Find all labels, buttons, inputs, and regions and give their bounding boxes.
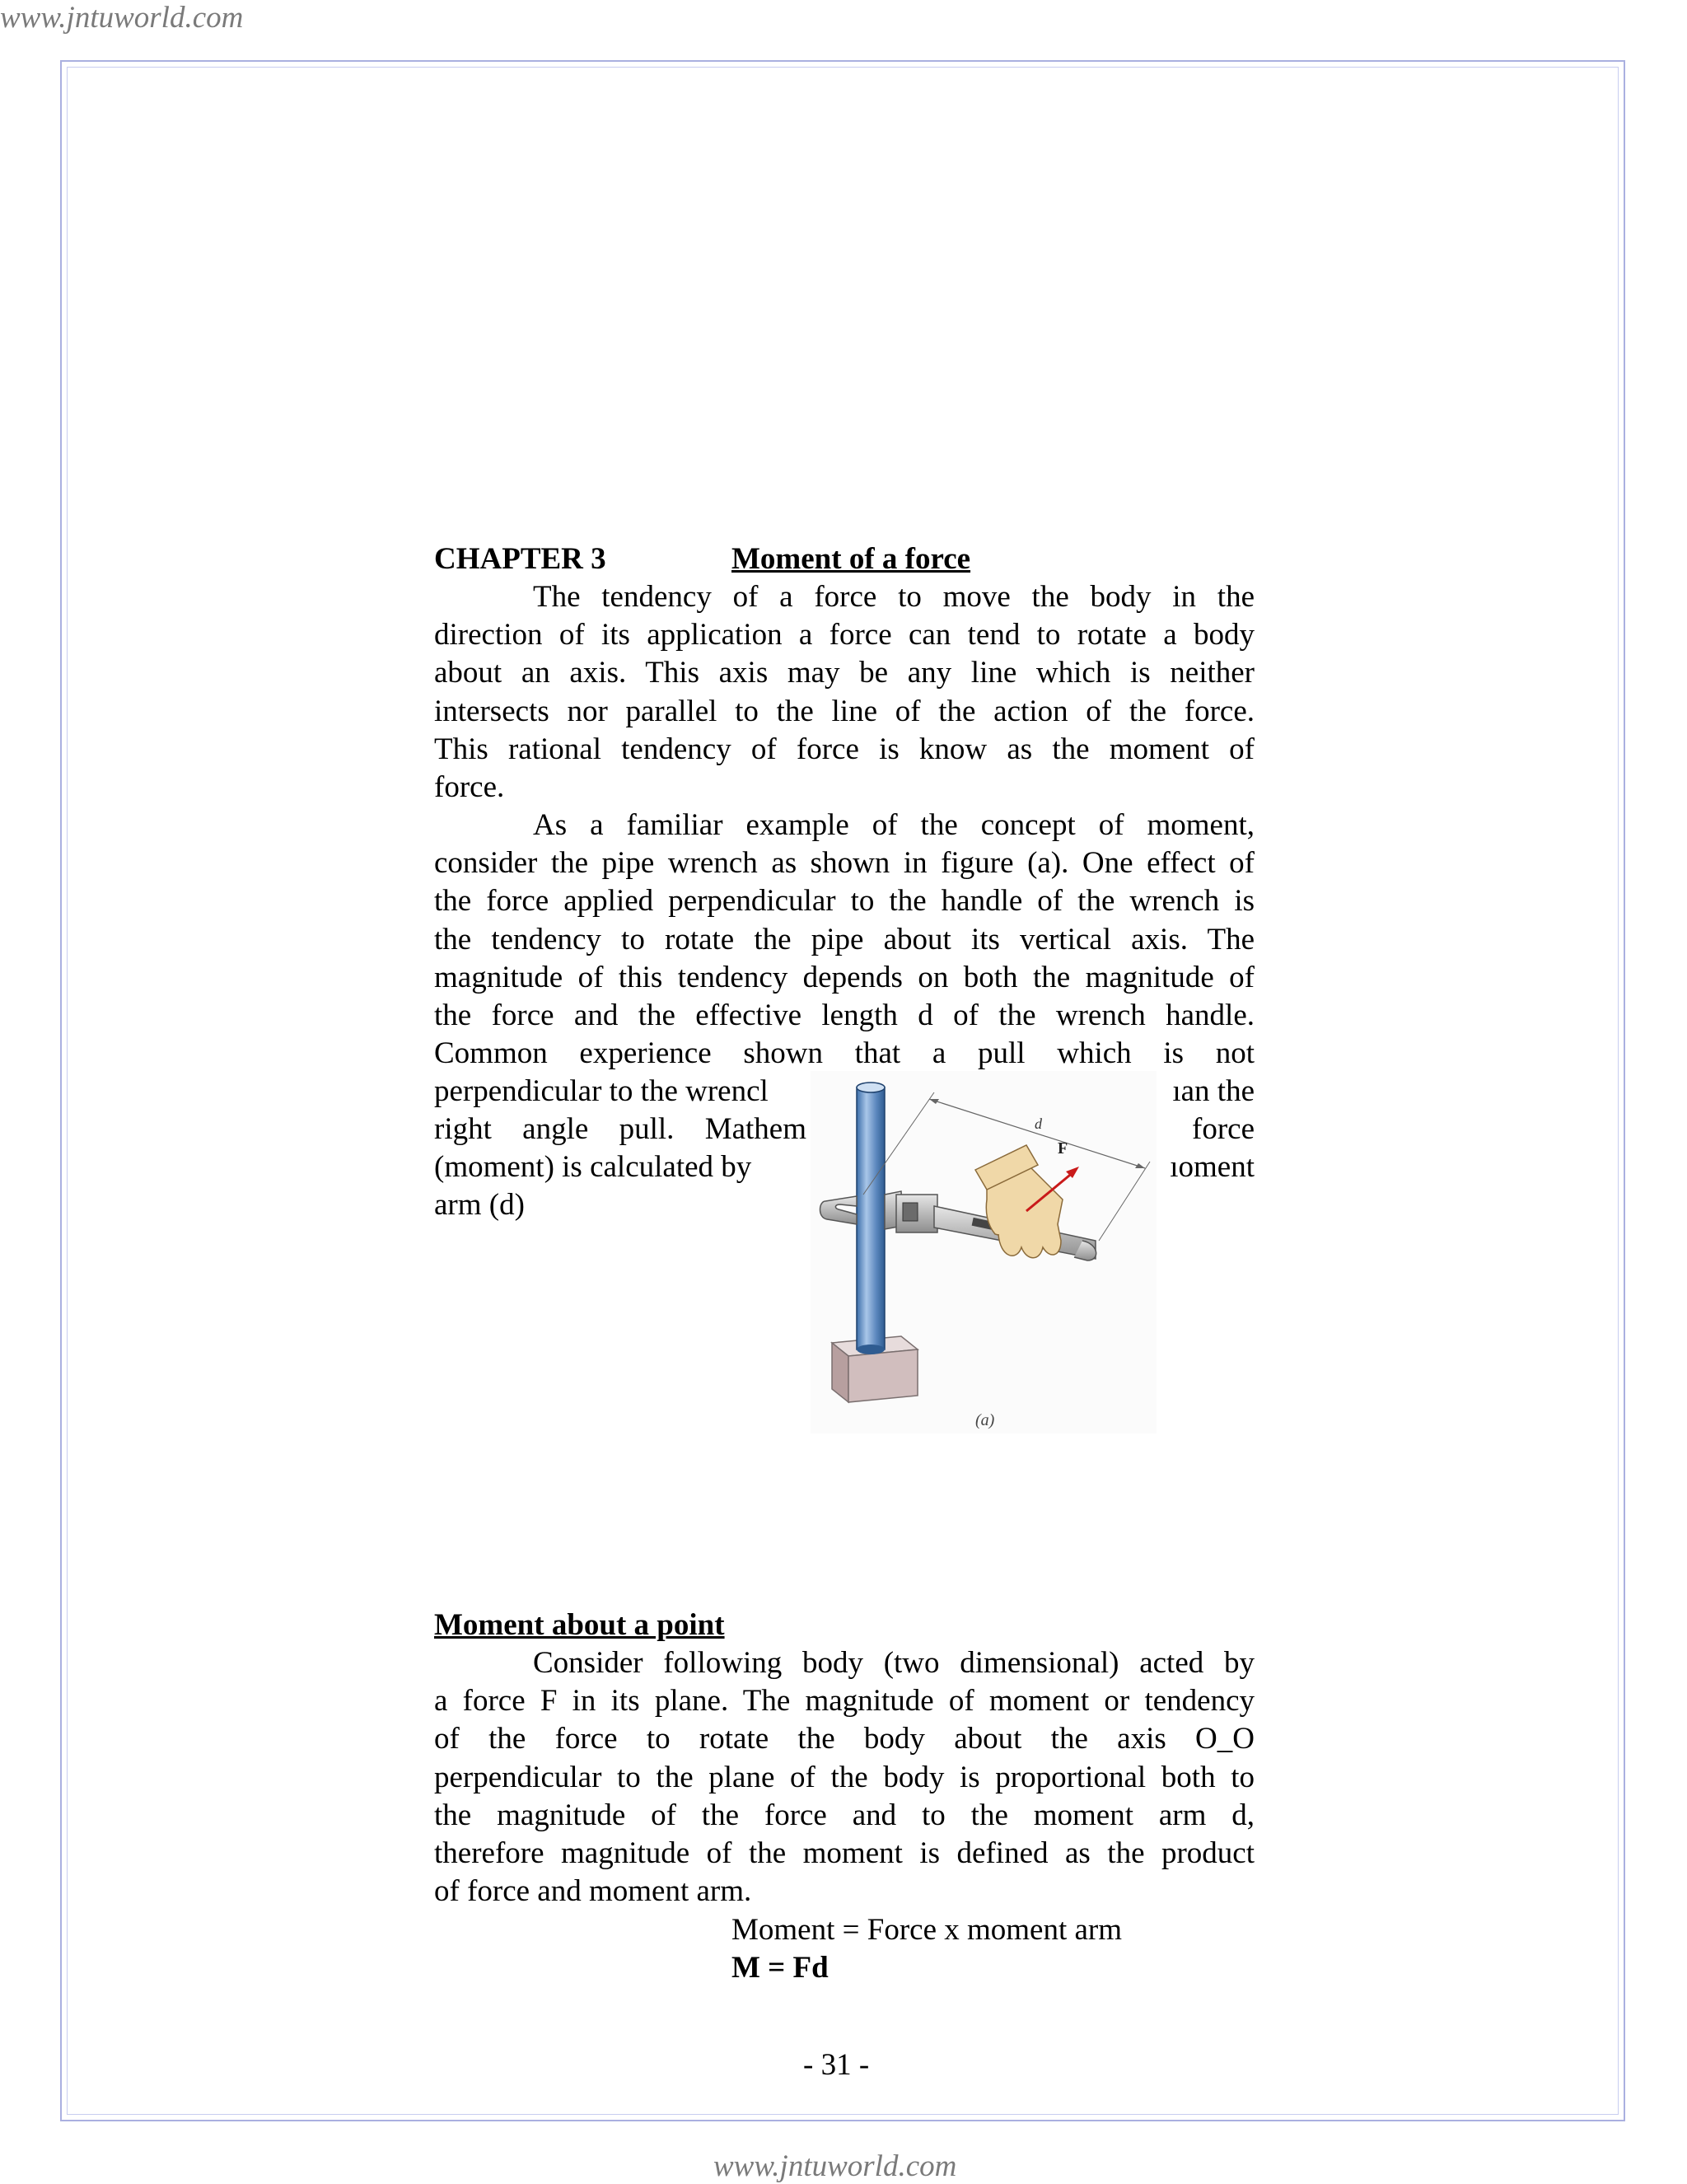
text-line-partial: ıoment	[1170, 1150, 1255, 1184]
formula-words: Moment = Force x moment arm	[731, 1913, 1123, 1947]
hand	[975, 1145, 1063, 1258]
section-title: Moment about a point	[434, 1608, 725, 1642]
figure-pipe-wrench	[811, 1071, 1157, 1433]
text-line: the force applied perpendicular to the handle of the wrench is	[434, 884, 1255, 919]
text-line: As a familiar example of the concept of moment,	[533, 808, 1255, 842]
pipe	[857, 1083, 885, 1354]
text-line: the force and the effective length d of the wrench handle.	[434, 998, 1255, 1033]
text-line: direction of its application a force can tend to rotate a body	[434, 618, 1255, 652]
text-line-partial: right angle pull. Mathem	[434, 1112, 806, 1146]
text-line: force.	[434, 770, 505, 805]
pipe-wrench-illustration	[811, 1071, 1157, 1433]
text-line: The tendency of a force to move the body in the	[533, 580, 1255, 614]
text-line-partial: arm (d)	[434, 1188, 525, 1222]
watermark-top: www.jntuworld.com	[0, 1, 244, 35]
label-f: F	[1058, 1139, 1068, 1157]
text-line: the magnitude of the force and to the moment arm d,	[434, 1798, 1255, 1832]
text-line: therefore magnitude of the moment is defined as the product	[434, 1836, 1255, 1871]
text-line: perpendicular to the plane of the body is proportional both to	[434, 1760, 1255, 1794]
text-line-partial: perpendicular to the wrencl	[434, 1074, 769, 1108]
text-line-partial: ıan the	[1172, 1074, 1255, 1108]
text-line: about an axis. This axis may be any line which is neither	[434, 656, 1255, 690]
text-line: intersects nor parallel to the line of the action of the force.	[434, 694, 1255, 728]
chapter-number: CHAPTER 3	[434, 542, 606, 576]
text-line: This rational tendency of force is know as the moment of	[434, 732, 1255, 766]
text-line-partial: force	[1192, 1112, 1255, 1146]
text-line: Consider following body (two dimensional) acted by	[533, 1646, 1255, 1680]
chapter-title: Moment of a force	[731, 542, 971, 576]
text-line: of force and moment arm.	[434, 1874, 752, 1909]
page-number: - 31 -	[803, 2048, 870, 2082]
text-line: the tendency to rotate the pipe about its vertical axis. The	[434, 922, 1255, 956]
section-paragraph	[434, 1644, 1255, 1910]
text-line-partial: (moment) is calculated by	[434, 1150, 752, 1184]
paragraph-1	[434, 578, 1255, 807]
figure-caption: (a)	[975, 1411, 995, 1429]
text-line: of the force to rotate the body about the axis O_O	[434, 1722, 1255, 1756]
text-line: consider the pipe wrench as shown in figure (a). One effect of	[434, 846, 1255, 881]
text-line: Common experience shown that a pull which is not	[434, 1036, 1255, 1071]
paragraph-2	[434, 807, 1255, 1073]
watermark-bottom: www.jntuworld.com	[713, 2149, 957, 2183]
text-line: a force F in its plane. The magnitude of moment or tendency	[434, 1684, 1255, 1719]
formula: M = Fd	[731, 1951, 829, 1985]
label-d: d	[1035, 1115, 1042, 1132]
text-line: magnitude of this tendency depends on both the magnitude of	[434, 960, 1255, 994]
